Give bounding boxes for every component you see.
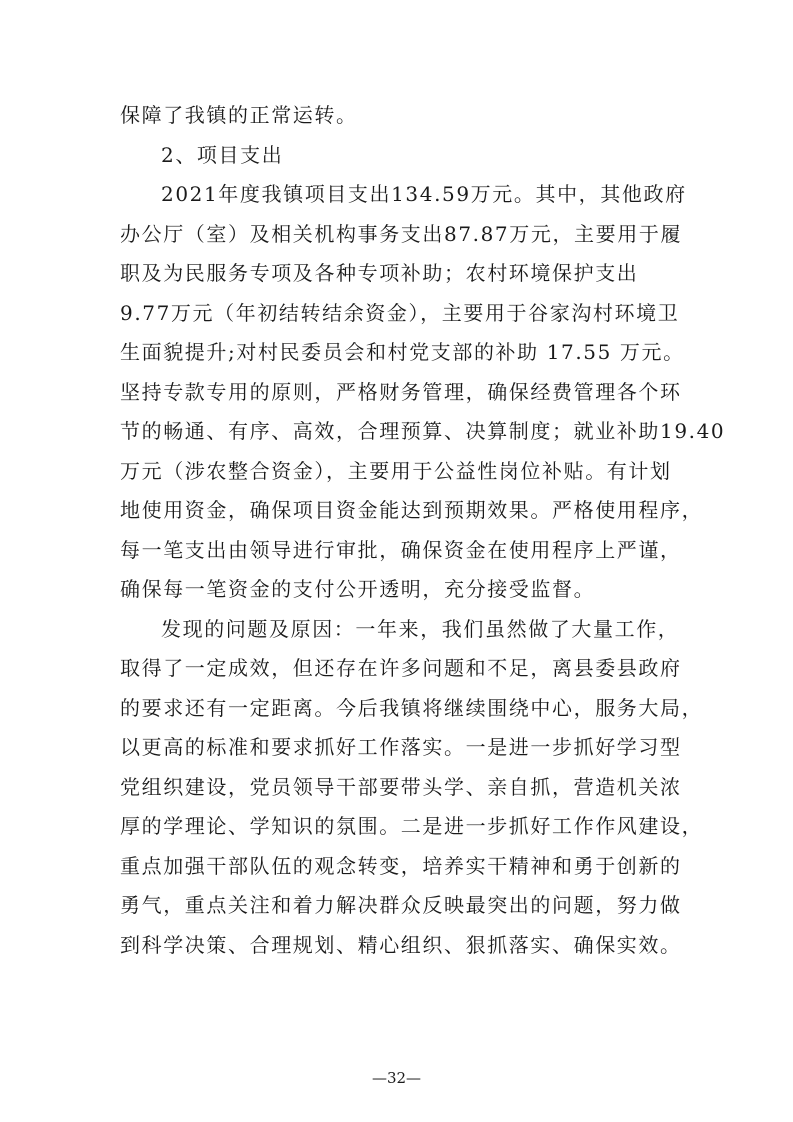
- text-line: 重点加强干部队伍的观念转变，培养实干精神和勇于创新的: [120, 853, 682, 878]
- document-body: [120, 96, 726, 965]
- text-line: 生面貌提升;对村民委员会和村党支部的补助 17.55 万元。: [120, 340, 685, 364]
- text-line: 确保每一笔资金的支付公开透明，充分接受监督。: [120, 577, 596, 601]
- text-line: 的要求还有一定距离。今后我镇将继续围绕中心，服务大局，: [120, 695, 704, 720]
- text-line: 到科学决策、合理规划、精心组织、狠抓落实、确保实效。: [120, 932, 682, 957]
- page-number: —32—: [371, 1069, 422, 1087]
- section-heading: 2、项目支出: [161, 142, 284, 167]
- paragraph-first-line: 2021年度我镇项目支出134.59万元。其中，其他政府: [161, 182, 687, 206]
- text-line: 职及为民服务专项及各种专项补助；农村环境保护支出: [120, 261, 639, 285]
- text-line: 万元（涉农整合资金），主要用于公益性岗位补贴。有计划: [120, 458, 672, 483]
- text-line: 办公厅（室）及相关机构事务支出87.87万元，主要用于履: [120, 221, 683, 246]
- text-line: 保障了我镇的正常运转。: [120, 103, 358, 127]
- text-line: 每一笔支出由领导进行审批，确保资金在使用程序上严谨，: [120, 537, 682, 562]
- text-line: 9.77万元（年初结转结余资金），主要用于谷家沟村环境卫: [120, 300, 680, 325]
- text-line: 节的畅通、有序、高效，合理预算、决算制度；就业补助19.40: [120, 419, 726, 443]
- text-line: 地使用资金，确保项目资金能达到预期效果。严格使用程序，: [120, 498, 704, 522]
- text-line: 厚的学理论、学知识的氛围。二是进一步抓好工作作风建设，: [120, 814, 704, 838]
- paragraph-first-line: 发现的问题及原因：一年来，我们虽然做了大量工作，: [161, 616, 680, 641]
- text-line: 取得了一定成效，但还存在许多问题和不足，离县委县政府: [120, 656, 682, 680]
- text-line: 坚持专款专用的原则，严格财务管理，确保经费管理各个环: [120, 379, 682, 404]
- text-line: 勇气，重点关注和着力解决群众反映最突出的问题，努力做: [120, 893, 682, 917]
- text-line: 以更高的标准和要求抓好工作落实。一是进一步抓好学习型: [120, 735, 682, 759]
- text-line: 党组织建设，党员领导干部要带头学、亲自抓，营造机关浓: [120, 774, 682, 799]
